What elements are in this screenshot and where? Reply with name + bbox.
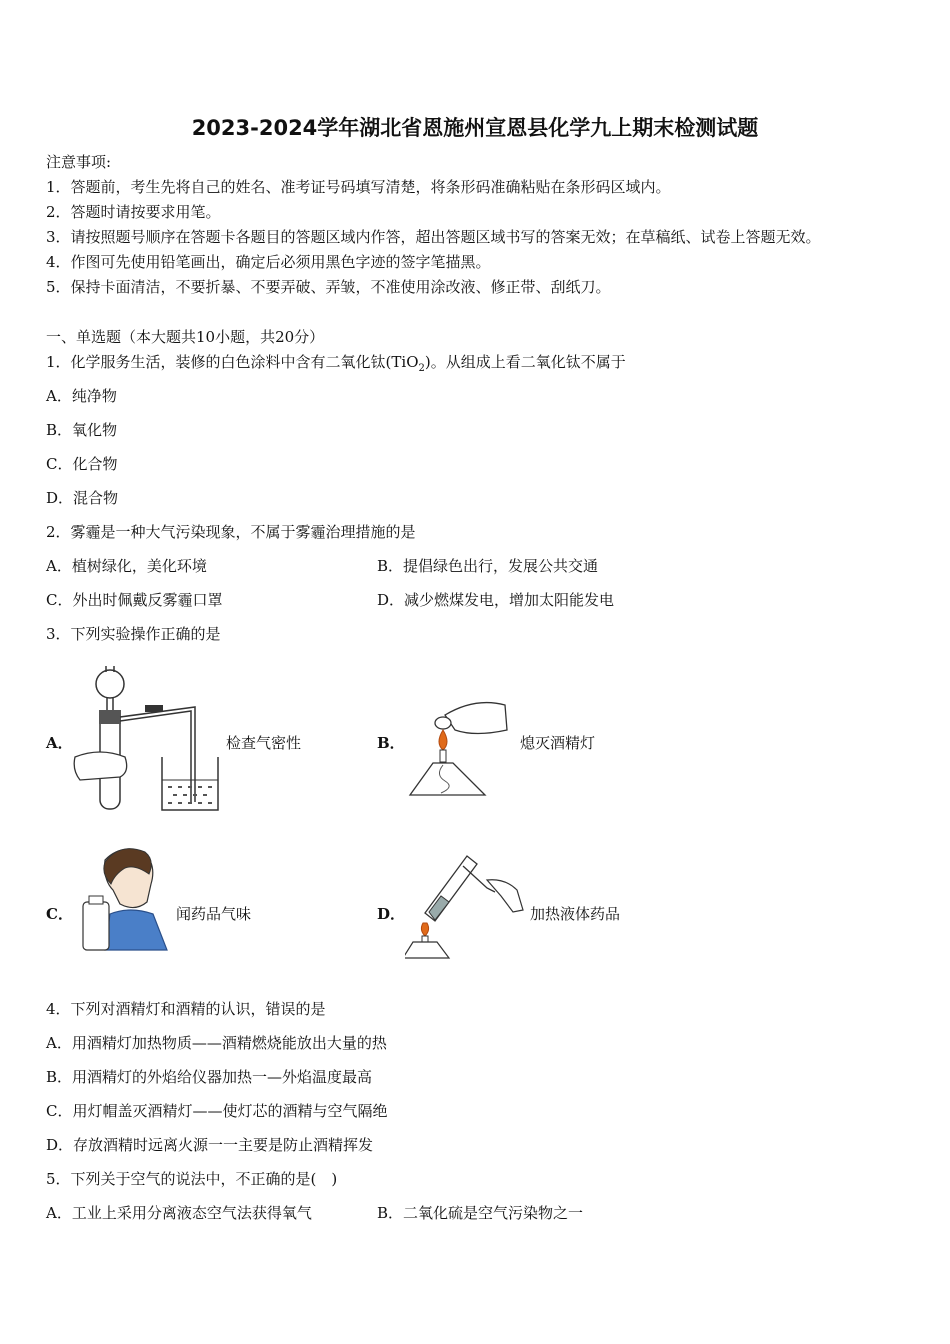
question-1-stem: 1．化学服务生活，装修的白色涂料中含有二氧化钛(TiO$_2$)。从组成上看二氧化钛不属于: [46, 353, 626, 374]
extinguish-lamp-figure: [405, 695, 515, 815]
note-item: 2．答题时请按要求用笔。: [46, 203, 221, 221]
option-3a-letter: A．: [46, 734, 73, 752]
option-1a: A．纯净物: [46, 387, 117, 405]
option-3d-label: 加热液体药品: [530, 905, 621, 923]
option-1d: D．混合物: [46, 489, 119, 507]
question-2-stem: 2．雾霾是一种大气污染现象，不属于雾霾治理措施的是: [46, 523, 416, 541]
notes-heading: 注意事项:: [46, 153, 112, 171]
option-5b: B．二氧化硫是空气污染物之一: [377, 1204, 584, 1222]
note-item: 4．作图可先使用铅笔画出，确定后必须用黑色字迹的签字笔描黑。: [46, 253, 491, 271]
option-3c-letter: C．: [46, 905, 73, 923]
note-item: 5．保持卡面清洁，不要折暴、不要弄破、弄皱，不准使用涂改液、修正带、刮纸刀。: [46, 278, 611, 296]
option-2c: C．外出时佩戴反雾霾口罩: [46, 591, 223, 609]
option-3a-label: 检查气密性: [226, 734, 302, 752]
section-heading: 一、单选题（本大题共10小题，共20分）: [46, 328, 325, 346]
note-item: 1．答题前，考生先将自己的姓名、准考证号码填写清楚，将条形码准确粘贴在条形码区域内。: [46, 178, 671, 196]
option-4b: B．用酒精灯的外焰给仪器加热一—外焰温度最高: [46, 1068, 373, 1086]
option-1b: B．氧化物: [46, 421, 118, 439]
option-1c: C．化合物: [46, 455, 118, 473]
option-4c: C．用灯帽盖灭酒精灯——使灯芯的酒精与空气隔绝: [46, 1102, 388, 1120]
option-2d: D．减少燃煤发电，增加太阳能发电: [377, 591, 615, 609]
option-3b-label: 熄灭酒精灯: [520, 734, 596, 752]
airtightness-check-figure: [70, 662, 230, 817]
question-4-stem: 4．下列对酒精灯和酒精的认识，错误的是: [46, 1000, 326, 1018]
option-4d: D．存放酒精时远离火源一一主要是防止酒精挥发: [46, 1136, 374, 1154]
question-5-stem: 5．下列关于空气的说法中，不正确的是( ): [46, 1170, 338, 1188]
option-3b-letter: B．: [377, 734, 405, 752]
smell-chemical-figure: [75, 842, 170, 954]
option-2b: B．提倡绿色出行，发展公共交通: [377, 557, 599, 575]
page-title: 2023-2024学年湖北省恩施州宣恩县化学九上期末检测试题: [191, 116, 759, 140]
option-3c-label: 闻药品气味: [176, 905, 252, 923]
option-5a: A．工业上采用分离液态空气法获得氧气: [46, 1204, 312, 1222]
heat-liquid-figure: [405, 848, 530, 963]
question-3-stem: 3．下列实验操作正确的是: [46, 625, 221, 643]
option-2a: A．植树绿化，美化环境: [46, 557, 207, 575]
note-item: 3．请按照题号顺序在答题卡各题目的答题区域内作答，超出答题区域书写的答案无效；在草稿纸、试卷上答题无效。: [46, 228, 821, 246]
option-3d-letter: D．: [377, 905, 406, 923]
option-4a: A．用酒精灯加热物质——酒精燃烧能放出大量的热: [46, 1034, 387, 1052]
